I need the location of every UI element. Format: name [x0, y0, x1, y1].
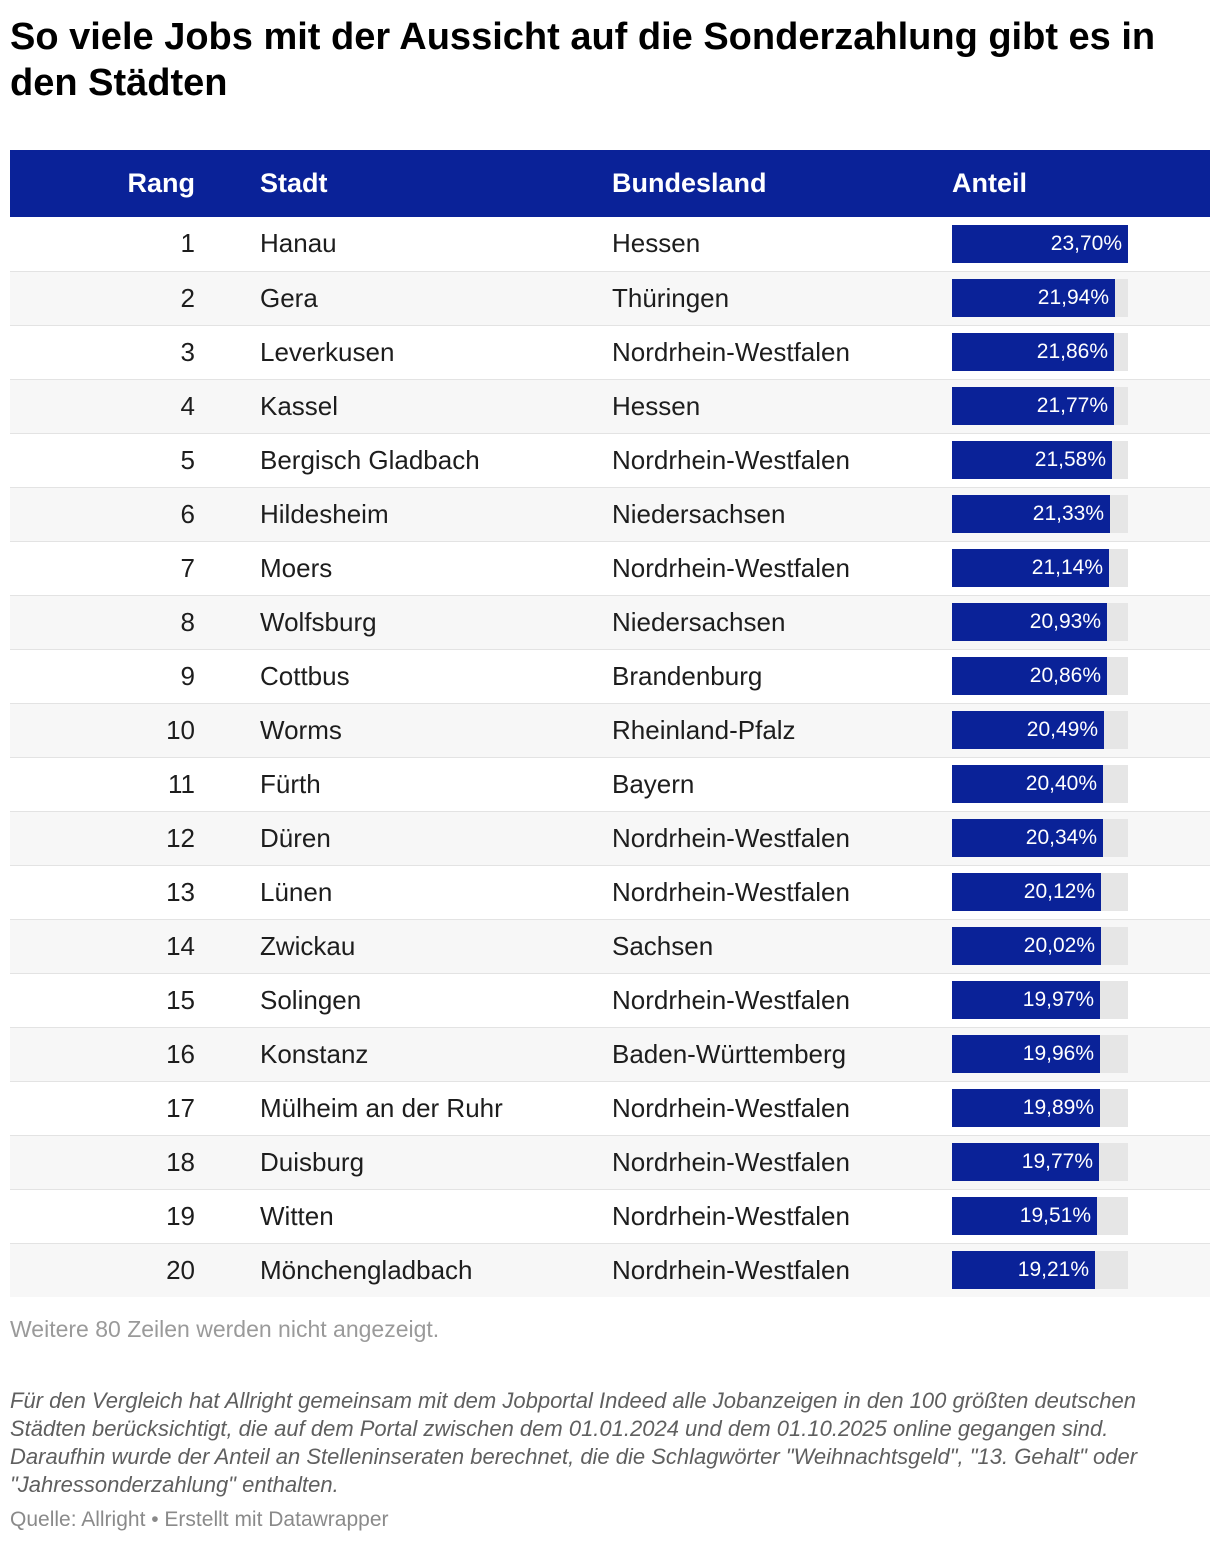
cell-anteil: [952, 811, 1210, 865]
cell-bundesland: Niedersachsen: [612, 606, 786, 637]
cell-rang: 3: [180, 336, 195, 367]
cell-rang: 9: [180, 660, 195, 691]
cell-rang: 19: [166, 1200, 195, 1231]
cell-bundesland: Nordrhein-Westfalen: [612, 552, 850, 583]
anteil-bar-track: [952, 1089, 1128, 1127]
anteil-value-label: 20,93%: [1029, 610, 1101, 633]
anteil-value-label: 20,12%: [1023, 880, 1095, 903]
cell-bundesland: Bayern: [612, 768, 695, 799]
cell-anteil: [952, 865, 1210, 919]
anteil-value-label: 19,21%: [1017, 1258, 1089, 1282]
cell-anteil: [952, 649, 1210, 703]
table-row: [10, 595, 1210, 649]
anteil-value-label: 21,33%: [1032, 502, 1104, 525]
cell-rang: 10: [166, 714, 195, 745]
cell-bundesland: Nordrhein-Westfalen: [612, 336, 850, 367]
table-row: [10, 379, 1210, 433]
anteil-bar-track: [952, 225, 1128, 263]
cell-bundesland: Hessen: [612, 390, 701, 421]
table-row: [10, 811, 1210, 865]
table-row: [10, 1135, 1210, 1189]
anteil-value-label: 19,77%: [1021, 1150, 1093, 1173]
anteil-value-label: 21,58%: [1034, 448, 1106, 471]
anteil-value-label: 19,51%: [1019, 1204, 1091, 1227]
anteil-bar-track: [952, 1197, 1128, 1235]
anteil-bar-track: [952, 873, 1128, 911]
table-row: [10, 1081, 1210, 1135]
anteil-value-label: 20,34%: [1025, 826, 1097, 849]
cell-stadt: Mülheim an der Ruhr: [260, 1092, 503, 1123]
table-row: [10, 865, 1210, 919]
cell-bundesland: Hessen: [612, 228, 701, 259]
anteil-bar-track: [952, 333, 1128, 371]
cell-bundesland: Brandenburg: [612, 660, 763, 691]
anteil-value-label: 21,86%: [1036, 340, 1108, 363]
cell-rang: 5: [180, 444, 195, 475]
cell-rang: 20: [166, 1254, 195, 1285]
cell-stadt: Zwickau: [260, 930, 356, 961]
table-row: [10, 325, 1210, 379]
cell-bundesland: Nordrhein-Westfalen: [612, 984, 850, 1015]
anteil-value-label: 20,86%: [1029, 664, 1101, 687]
cell-stadt: Solingen: [260, 984, 362, 1015]
column-header-stadt[interactable]: Stadt: [260, 168, 328, 198]
cell-bundesland: Baden-Württemberg: [612, 1038, 847, 1069]
anteil-value-label: 19,89%: [1022, 1096, 1094, 1119]
anteil-value-label: 23,70%: [1050, 231, 1122, 255]
cell-anteil: [952, 379, 1210, 433]
cell-bundesland: Nordrhein-Westfalen: [612, 876, 850, 907]
cell-stadt: Duisburg: [260, 1146, 365, 1177]
table-row: [10, 1243, 1210, 1297]
table-row: [10, 703, 1210, 757]
cell-rang: 14: [166, 930, 195, 961]
cell-bundesland: Nordrhein-Westfalen: [612, 444, 850, 475]
table-row: [10, 1027, 1210, 1081]
anteil-value-label: 21,77%: [1036, 394, 1108, 417]
cell-stadt: Bergisch Gladbach: [260, 444, 480, 475]
table-row: [10, 217, 1210, 271]
ranking-table: [10, 150, 1210, 1297]
cell-anteil: [952, 1243, 1210, 1297]
cell-rang: 11: [168, 768, 195, 799]
cell-stadt: Mönchengladbach: [260, 1254, 473, 1285]
cell-bundesland: Niedersachsen: [612, 498, 786, 529]
cell-anteil: [952, 703, 1210, 757]
cell-anteil: [952, 217, 1210, 271]
column-header-rang[interactable]: Rang: [127, 168, 195, 198]
cell-stadt: Gera: [260, 282, 318, 313]
cell-stadt: Worms: [260, 714, 342, 745]
cell-bundesland: Nordrhein-Westfalen: [612, 1092, 850, 1123]
cell-rang: 13: [166, 876, 195, 907]
table-row: [10, 271, 1210, 325]
anteil-value-label: 19,96%: [1022, 1042, 1094, 1065]
cell-rang: 12: [166, 822, 195, 853]
table-row: [10, 541, 1210, 595]
cell-anteil: [952, 1081, 1210, 1135]
anteil-bar-track: [952, 603, 1128, 641]
cell-anteil: [952, 1135, 1210, 1189]
cell-stadt: Lünen: [260, 876, 333, 907]
table-row: [10, 919, 1210, 973]
cell-bundesland: Sachsen: [612, 930, 714, 961]
anteil-bar-track: [952, 927, 1128, 965]
cell-stadt: Witten: [260, 1200, 334, 1231]
table-header-row: [10, 150, 1210, 217]
table-row: [10, 649, 1210, 703]
cell-stadt: Cottbus: [260, 660, 350, 691]
cell-bundesland: Nordrhein-Westfalen: [612, 1200, 850, 1231]
footnote: Für den Vergleich hat Allright gemeinsam mit dem Jobportal Indeed alle Jobanzeigen in den 100 größten deutschen Städten berücksichtigt, die auf dem Portal zwischen dem 01.01.2024 und dem 01.10.2025 online gegangen sind. Daraufhin wurde der Anteil an Stelleninseraten berechnet, die die Schlagwörter "Weihnachtsgeld", "13. Gehalt" oder "Jahressonderzahlung" enthalten.: [10, 1388, 1138, 1497]
anteil-value-label: 20,49%: [1026, 718, 1098, 741]
cell-anteil: [952, 757, 1210, 811]
cell-anteil: [952, 1189, 1210, 1243]
chart-title: So viele Jobs mit der Aussicht auf die Sonderzahlung gibt es in den Städten: [10, 16, 1156, 104]
cell-bundesland: Nordrhein-Westfalen: [612, 1146, 850, 1177]
cell-anteil: [952, 271, 1210, 325]
cell-rang: 7: [180, 552, 195, 583]
cell-rang: 8: [180, 606, 195, 637]
table-row: [10, 487, 1210, 541]
cell-rang: 15: [166, 984, 195, 1015]
cell-bundesland: Nordrhein-Westfalen: [612, 1254, 850, 1285]
anteil-value-label: 20,40%: [1025, 772, 1097, 795]
anteil-bar-track: [952, 819, 1128, 857]
anteil-bar-track: [952, 981, 1128, 1019]
cell-stadt: Kassel: [260, 390, 339, 421]
cell-anteil: [952, 487, 1210, 541]
cell-bundesland: Nordrhein-Westfalen: [612, 822, 850, 853]
cell-bundesland: Thüringen: [612, 282, 730, 313]
cell-anteil: [952, 325, 1210, 379]
column-header-bundesland[interactable]: Bundesland: [612, 168, 767, 198]
source-line: Quelle: Allright • Erstellt mit Datawrapper: [10, 1508, 389, 1531]
anteil-bar-track: [952, 657, 1128, 695]
cell-anteil: [952, 433, 1210, 487]
anteil-bar-track: [952, 549, 1128, 587]
cell-stadt: Leverkusen: [260, 336, 395, 367]
anteil-bar-track: [952, 1035, 1128, 1073]
anteil-value-label: 20,02%: [1023, 934, 1095, 957]
cell-stadt: Düren: [260, 822, 331, 853]
cell-stadt: Hildesheim: [260, 498, 389, 529]
cell-anteil: [952, 541, 1210, 595]
anteil-value-label: 19,97%: [1022, 988, 1094, 1011]
cell-anteil: [952, 973, 1210, 1027]
cell-anteil: [952, 595, 1210, 649]
column-header-anteil[interactable]: Anteil: [952, 168, 1028, 198]
anteil-bar-track: [952, 441, 1128, 479]
table-row: [10, 1189, 1210, 1243]
cell-rang: 1: [180, 228, 195, 259]
cell-rang: 16: [166, 1038, 195, 1069]
cell-stadt: Wolfsburg: [260, 606, 377, 637]
anteil-bar-track: [952, 711, 1128, 749]
cell-stadt: Fürth: [260, 768, 321, 799]
anteil-bar-track: [952, 387, 1128, 425]
anteil-value-label: 21,14%: [1031, 556, 1103, 579]
table-row: [10, 973, 1210, 1027]
cell-rang: 2: [180, 282, 195, 313]
cell-stadt: Moers: [260, 552, 333, 583]
more-rows-note: Weitere 80 Zeilen werden nicht angezeigt.: [10, 1316, 440, 1342]
anteil-bar-track: [952, 1251, 1128, 1289]
cell-rang: 18: [166, 1146, 195, 1177]
anteil-bar-track: [952, 1143, 1128, 1181]
cell-rang: 17: [166, 1092, 195, 1123]
cell-anteil: [952, 919, 1210, 973]
cell-stadt: Konstanz: [260, 1038, 369, 1069]
table-row: [10, 433, 1210, 487]
anteil-value-label: 21,94%: [1037, 286, 1109, 309]
cell-rang: 6: [180, 498, 195, 529]
cell-anteil: [952, 1027, 1210, 1081]
anteil-bar-track: [952, 495, 1128, 533]
anteil-bar-track: [952, 765, 1128, 803]
cell-bundesland: Rheinland-Pfalz: [612, 714, 796, 745]
cell-stadt: Hanau: [260, 228, 337, 259]
anteil-bar-track: [952, 279, 1128, 317]
table-row: [10, 757, 1210, 811]
cell-rang: 4: [180, 390, 195, 421]
table-body: [10, 217, 1210, 1297]
